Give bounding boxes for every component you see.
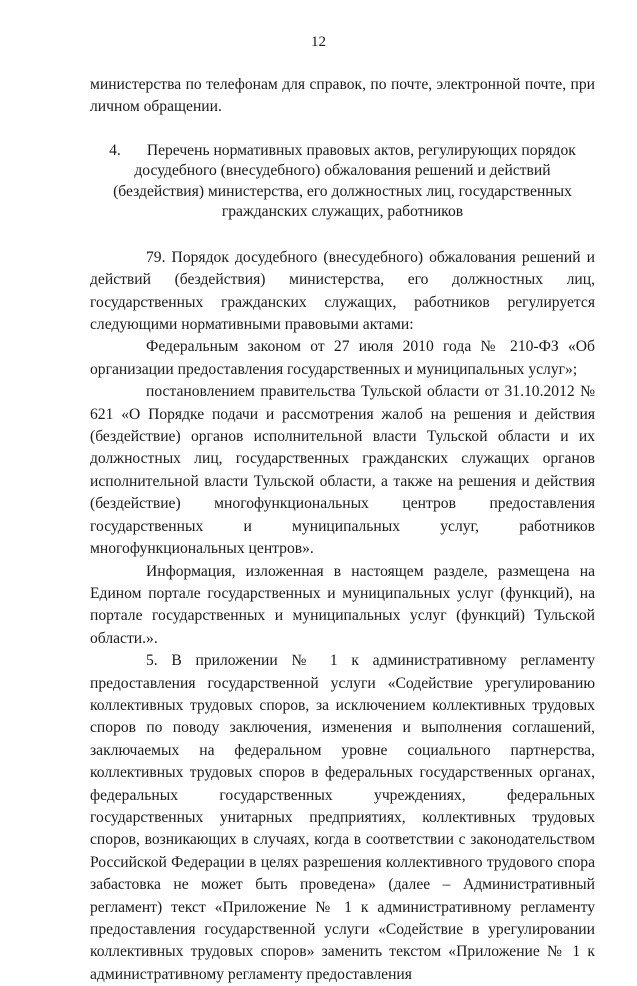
section-number: 4. (109, 141, 121, 159)
paragraph-information: Информация, изложенная в настоящем разделе, размещена на Едином портале государственных и муниципальных услуг (функций), на портале государственных и муниципальных услуг (функций) Тульской области.». (90, 562, 595, 647)
document-body (90, 74, 595, 986)
paragraph-79: 79. Порядок досудебного (внесудебного) обжалования решений и действий (бездействия) министерства, его должностных лиц, государственных гражданских служащих, работников регулируется следующими нормативными правовыми актами: (90, 248, 595, 334)
paragraph-5: 5. В приложении № 1 к административному регламенту предоставления государственной услуги «Содействие урегулированию коллективных трудовых споров, за исключением коллективных трудовых споров по поводу заключения, изменения и выполнения соглашений, заключаемых на федеральном уровне социального партнерства, коллективных трудовых споров в федеральных государственных органах, федеральных государственных учреждениях, федеральных государственных унитарных предприятиях, коллективных трудовых споров, возникающих в случаях, когда в соответствии с законодательством Российской Федерации в целях разрешения коллективного трудового спора забастовка не может быть проведена» (далее – Административный регламент) текст «Приложение № 1 к административному регламенту предоставления государственной услуги «Содействие в урегулировании коллективных трудовых споров» заменить текстом «Приложение № 1 к административному регламенту предоставления (90, 652, 595, 983)
intro-continuation: министерства по телефонам для справок, по почте, электронной почте, при личном обращении. (90, 76, 595, 116)
section-heading (90, 141, 595, 223)
paragraph-resolution: постановлением правительства Тульской области от 31.10.2012 № 621 «О Порядке подачи и рассмотрения жалоб на решения и действия (бездействие) органов исполнительной власти Тульской области и их должностных лиц, государственных гражданских служащих органов исполнительной власти Тульской области, а также на решения и действия (бездействие) многофункциональных центров предоставления государственных и муниципальных услуг, работников многофункциональных центров». (90, 383, 595, 558)
page-number: 12 (311, 34, 326, 50)
section-title: Перечень нормативных правовых актов, регулирующих порядок досудебного (внесудебного) обжалования решений и действий (бездействия) министерства, его должностных лиц, государственных гражданских служащих, работников (113, 141, 576, 221)
paragraph-federal-law: Федеральным законом от 27 июля 2010 года № 210-ФЗ «Об организации предоставления государственных и муниципальных услуг»; (90, 338, 595, 378)
